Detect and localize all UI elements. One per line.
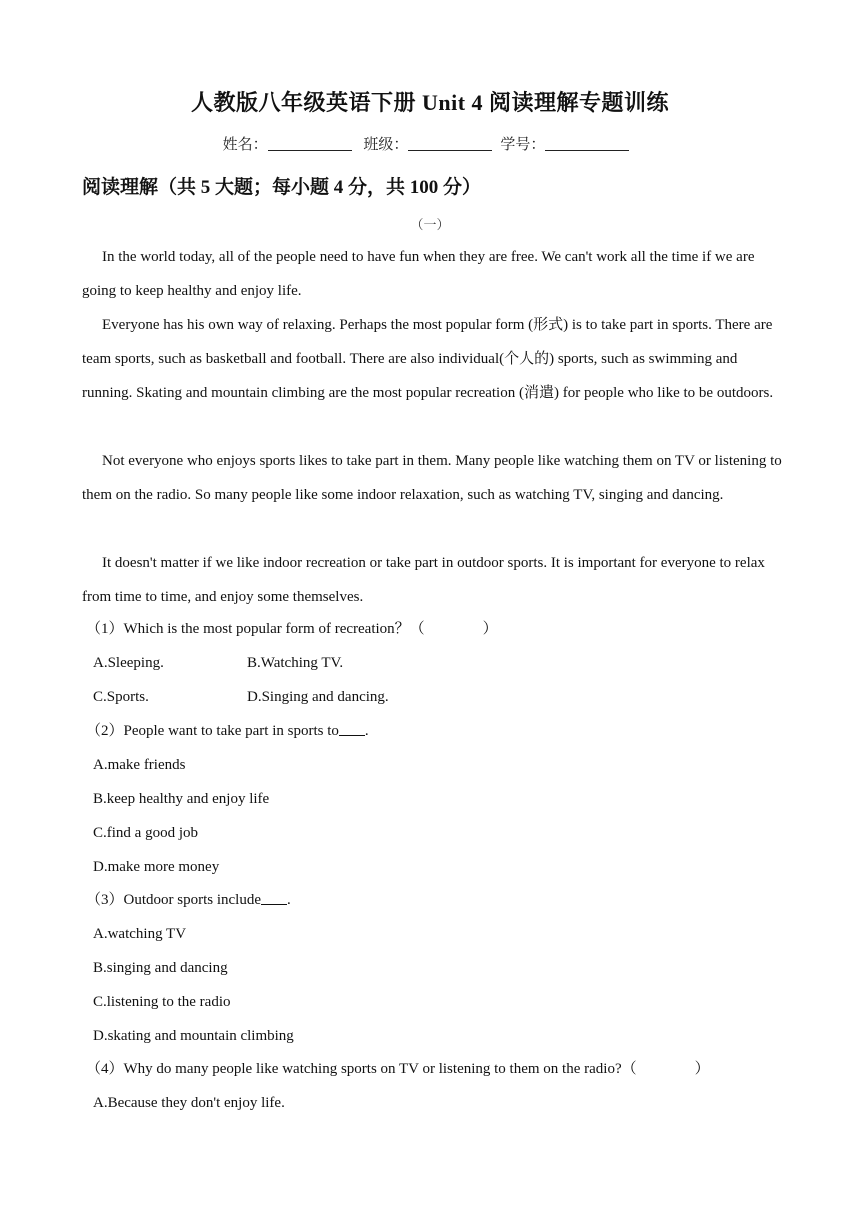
question-1 [86,619,498,639]
question-stem-end: . [364,723,369,739]
option[interactable]: C.Sports. [93,689,149,705]
option[interactable]: D.skating and mountain climbing [93,1028,294,1044]
option[interactable]: D.Singing and dancing. [247,689,389,705]
passage-paragraph: In the world today, all of the people need to have fun when they are free. We can't work all the time if we are going to keep healthy and enjoy life. [82,249,755,299]
question-stem-end: ） [482,621,498,637]
name-label: 姓名： [222,137,268,153]
question-stem-end: ） [694,1061,710,1077]
question-2 [86,721,369,741]
option[interactable]: A.watching TV [93,926,187,942]
part-label: （一） [410,217,450,232]
option[interactable]: B.Watching TV. [247,655,344,671]
option[interactable]: C.listening to the radio [93,994,231,1010]
passage-paragraph: Not everyone who enjoys sports likes to take part in them. Many people like watching them on TV or listening to them on the radio. So many people like some indoor relaxation, such as watching TV, singing and dancing. [82,453,782,503]
worksheet-title: 人教版八年级英语下册 Unit 4 阅读理解专题训练 [190,90,670,115]
student-info-line [0,133,860,154]
answer-blank[interactable] [261,892,287,905]
passage-paragraph: It doesn't matter if we like indoor recreation or take part in outdoor sports. It is important for everyone to relax from time to time, and enjoy some themselves. [82,555,765,605]
section-heading: 阅读理解（共 5 大题；每小题 4 分，共 100 分） [82,177,482,198]
question-3 [86,890,291,910]
option[interactable]: A.Because they don't enjoy life. [93,1095,285,1111]
question-stem: （2）People want to take part in sports to [86,723,339,739]
question-4 [86,1059,710,1079]
class-label: 班级： [363,137,409,153]
question-stem: （1）Which is the most popular form of recreation？（ [86,621,425,637]
id-label: 学号： [500,137,546,153]
option[interactable]: D.make more money [93,859,220,875]
option[interactable]: C.find a good job [93,825,198,841]
answer-blank[interactable] [339,723,365,736]
class-blank[interactable] [408,136,492,151]
question-stem: （3）Outdoor sports include [86,892,261,908]
option[interactable]: A.Sleeping. [93,655,164,671]
option[interactable]: A.make friends [93,757,186,773]
passage-paragraph: Everyone has his own way of relaxing. Perhaps the most popular form (形式) is to take part in sports. There are team sports, such as basketball and football. There are also individual(个人的) sports, such as swimming and running. Skating and mountain climbing are the most popular recreation (消遣) for people who like to be outdoors. [82,317,774,401]
option[interactable]: B.keep healthy and enjoy life [93,791,270,807]
question-stem-end: . [286,892,291,908]
question-stem: （4）Why do many people like watching sports on TV or listening to them on the radio?（ [86,1061,637,1077]
option[interactable]: B.singing and dancing [93,960,228,976]
id-blank[interactable] [545,136,629,151]
name-blank[interactable] [268,136,352,151]
